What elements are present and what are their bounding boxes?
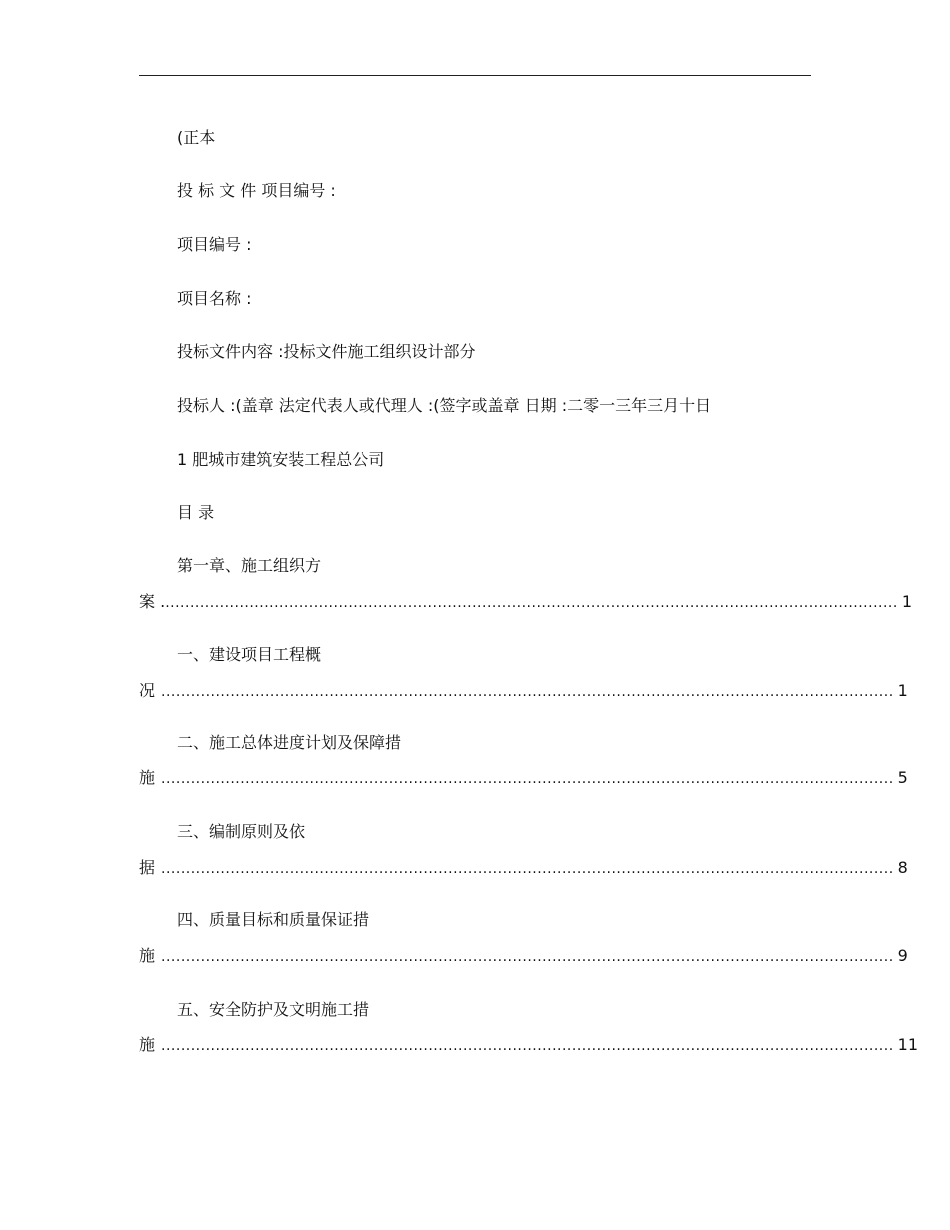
toc-leader: .................................................................................................................................................... (161, 861, 894, 877)
toc-leader: .................................................................................................................................................... (165, 595, 898, 611)
toc-entry-2[interactable] (139, 681, 908, 702)
toc-heading-6: 五、安全防护及文明施工措 (177, 1000, 370, 1019)
toc-leader: .................................................................................................................................................... (161, 1038, 894, 1054)
toc-entry-4[interactable] (139, 858, 908, 879)
toc-entry-5[interactable] (139, 946, 908, 967)
toc-tail: 施 (139, 1035, 156, 1054)
toc-leader: .................................................................................................................................................... (161, 684, 894, 700)
toc-page-number: 1 (901, 592, 913, 611)
toc-entry-6[interactable] (139, 1035, 919, 1056)
bidder-line: 投标人 :(盖章 法定代表人或代理人 :(签字或盖章 日期 :二零一三年三月十日 (177, 396, 712, 415)
toc-leader: .................................................................................................................................................... (161, 949, 894, 965)
bid-content: 投标文件内容 :投标文件施工组织设计部分 (177, 342, 476, 361)
copy-mark: (正本 (177, 128, 216, 147)
toc-tail: 施 (139, 946, 156, 965)
toc-heading-1: 第一章、施工组织方 (177, 556, 322, 575)
toc-page-number: 8 (897, 858, 908, 877)
toc-page-number: 9 (897, 946, 908, 965)
toc-page-number: 1 (897, 681, 908, 700)
toc-entry-1[interactable] (139, 592, 913, 613)
project-name: 项目名称 : (177, 289, 252, 308)
toc-tail: 据 (139, 858, 156, 877)
toc-heading-5: 四、质量目标和质量保证措 (177, 910, 370, 929)
toc-tail: 案 . (139, 592, 166, 611)
company-name: 1 肥城市建筑安装工程总公司 (177, 450, 385, 469)
toc-title: 目 录 (177, 503, 215, 522)
toc-tail: 况 (139, 681, 156, 700)
toc-tail: 施 (139, 768, 156, 787)
toc-heading-4: 三、编制原则及依 (177, 822, 306, 841)
toc-heading-3: 二、施工总体进度计划及保障措 (177, 733, 402, 752)
toc-page-number: 11 (897, 1035, 919, 1054)
bid-document-title: 投 标 文 件 项目编号 : (177, 181, 336, 200)
project-number: 项目编号 : (177, 235, 252, 254)
toc-page-number: 5 (897, 768, 908, 787)
header-rule (139, 75, 811, 76)
toc-entry-3[interactable] (139, 768, 908, 789)
toc-leader: .................................................................................................................................................... (161, 771, 894, 787)
toc-heading-2: 一、建设项目工程概 (177, 645, 322, 664)
